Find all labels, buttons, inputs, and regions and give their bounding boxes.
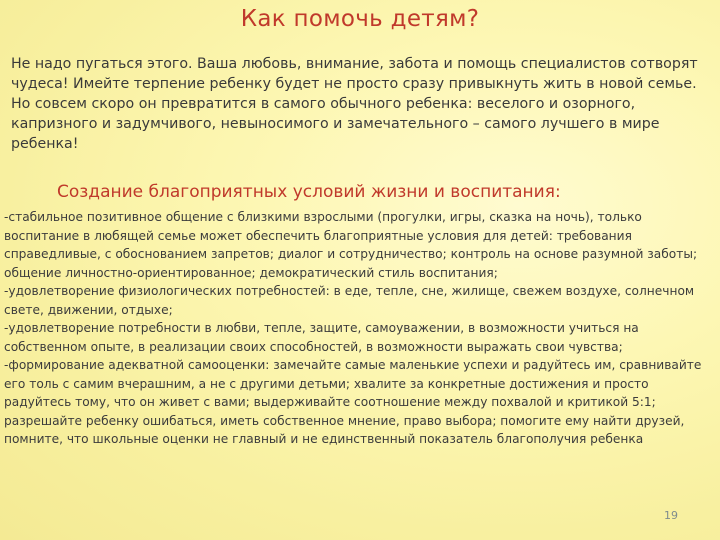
list-item: -формирование адекватной самооценки: замечайте самые маленькие успехи и радуйтесь им, сравнивайте его толь с самим вчерашним, а не с другими детьми; хвалите за конкретные достижения и просто радуйтесь тому, что он живет с вами; выдерживайте соотношение между похвалой и критикой 5:1; разрешайте ребенку ошибаться, иметь собственное мнение, право выбора; помогите ему найти друзей, помните, что школьные оценки не главный и не единственный показатель благополучия ребенка (4, 358, 702, 446)
conditions-list (4, 208, 710, 449)
page-number: 19 (664, 509, 678, 522)
slide-title: Как помочь детям? (240, 6, 480, 32)
list-item: -стабильное позитивное общение с близкими взрослыми (прогулки, игры, сказка на ночь), только воспитание в любящей семье может обеспечить благоприятные условия для детей: требования справедливые, с обоснованием запретов; диалог и сотрудничество; контроль на основе разумной заботы; общение личностно-ориентированное; демократический стиль воспитания; (4, 210, 698, 280)
section-subtitle: Создание благоприятных условий жизни и воспитания: (57, 182, 561, 202)
intro-paragraph: Не надо пугаться этого. Ваша любовь, внимание, забота и помощь специалистов сотворят чудеса! Имейте терпение ребенку будет не просто сразу привыкнуть жить в новой семье. Но совсем скоро он превратится в самого обычного ребенка: веселого и озорного, капризного и задумчивого, невыносимого и замечательного – самого лучшего в мире ребенка! (11, 56, 698, 152)
list-item: -удовлетворение потребности в любви, тепле, защите, самоуважении, в возможности учиться на собственном опыте, в реализации своих способностей, в возможности выражать свои чувства; (4, 321, 639, 354)
list-item: -удовлетворение физиологических потребностей: в еде, тепле, сне, жилище, свежем воздухе, солнечном свете, движении, отдыхе; (4, 284, 695, 317)
